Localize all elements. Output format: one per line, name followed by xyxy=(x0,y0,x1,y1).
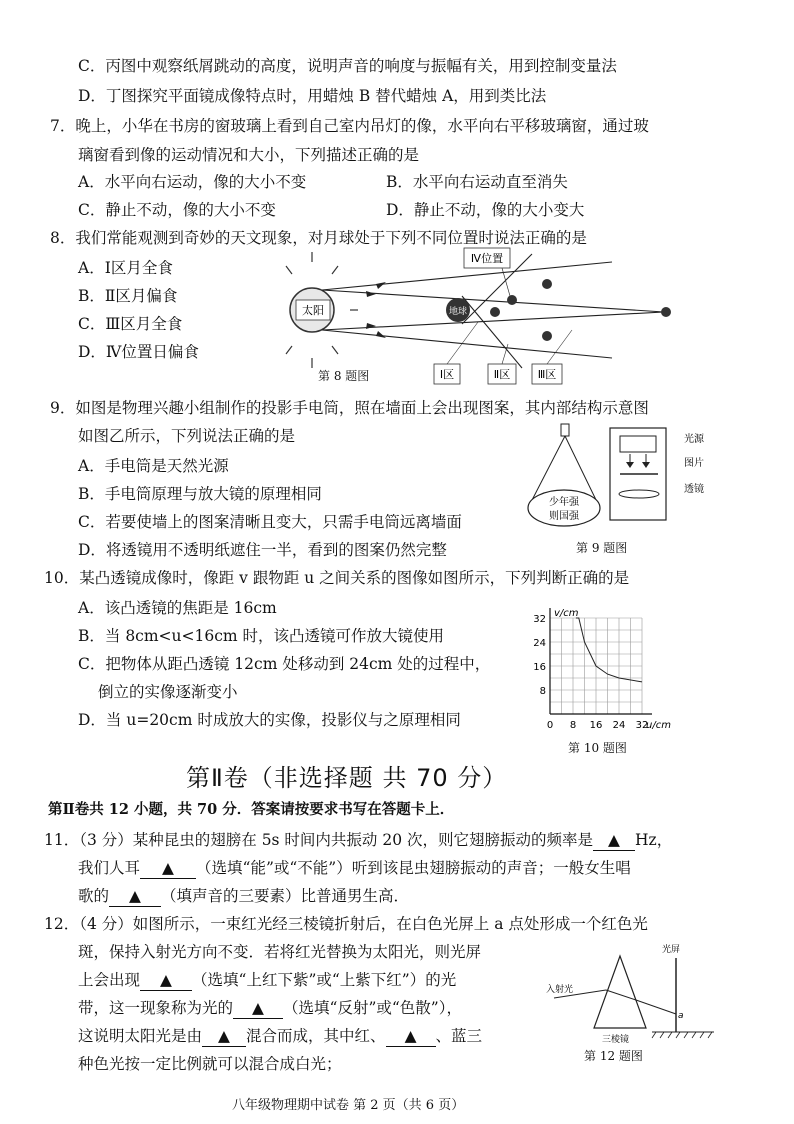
moon-pos-a xyxy=(542,279,552,289)
q11-line1-text-b: Hz， xyxy=(635,831,673,849)
q11-line3-text-a: 歌的 xyxy=(78,887,110,905)
y-tick-label: 24 xyxy=(533,638,546,649)
x-tick-label: 16 xyxy=(589,720,603,731)
q11-line3 xyxy=(78,886,409,907)
screen-label: 光屏 xyxy=(662,945,681,955)
q12-line3-text-b: （选填“上红下紫”或“上紫下红”）的光 xyxy=(192,971,457,989)
q9-option-b: B．手电筒原理与放大镜的原理相同 xyxy=(78,485,322,503)
q8-option-a: A．Ⅰ区月全食 xyxy=(78,259,173,277)
pattern-text-1: 少年强 xyxy=(549,497,579,508)
q12-line5-text-b: 混合而成，其中红、 xyxy=(246,1027,386,1045)
q12-line4-text-a: 带，这一现象称为光的 xyxy=(78,999,234,1017)
q12-line5-text-c: 、蓝三 xyxy=(435,1027,483,1045)
x-tick-label: 8 xyxy=(569,720,577,731)
section2-title: 第Ⅱ卷（非选择题 共 70 分） xyxy=(186,764,508,792)
q12-blank-1[interactable]: ▲ xyxy=(140,970,192,991)
q11-line2 xyxy=(78,858,631,879)
q7-stem-line1: 7．晚上，小华在书房的窗玻璃上看到自己室内吊灯的像，水平向右平移玻璃窗，通过玻 xyxy=(50,117,649,135)
chart-series-line xyxy=(576,618,642,682)
q7-option-b: B．水平向右运动直至消失 xyxy=(386,173,568,191)
q12-line1: 12．（4 分）如图所示，一束红光经三棱镜折射后，在白色光屏上 a 点处形成一个红色光 xyxy=(44,915,648,933)
q9-caption: 第 9 题图 xyxy=(576,541,628,555)
q7-option-d: D．静止不动，像的大小变大 xyxy=(386,201,585,219)
x-tick-label: 32 xyxy=(635,720,649,731)
moon-pos-c xyxy=(542,331,552,341)
x-tick-label: 0 xyxy=(546,720,554,731)
q8-stem: 8．我们常能观测到奇妙的天文现象，对月球处于下列不同位置时说法正确的是 xyxy=(50,229,587,247)
q8-option-b: B．Ⅱ区月偏食 xyxy=(78,287,178,305)
light-source-label: 光源 xyxy=(684,434,704,445)
q12-line5 xyxy=(78,1026,482,1047)
q11-line2-text-b: （选填“能”或“不能”）听到该昆虫翅膀振动的声音；一般女生唱 xyxy=(196,859,631,877)
q12-caption: 第 12 题图 xyxy=(584,1049,643,1063)
q6-option-d: D．丁图探究平面镜成像特点时，用蜡烛 B 替代蜡烛 A，用到类比法 xyxy=(78,87,547,105)
q7-option-c: C．静止不动，像的大小不变 xyxy=(78,201,276,219)
pos4-label: Ⅳ位置 xyxy=(470,252,504,265)
moon-pos-far xyxy=(661,307,671,317)
q10-stem: 10．某凸透镜成像时，像距 v 跟物距 u 之间关系的图像如图所示，下列判断正确的是 xyxy=(44,569,630,587)
pattern-text-2: 则国强 xyxy=(549,511,579,522)
moon-pos-b xyxy=(490,307,500,317)
q9-stem-line2: 如图乙所示，下列说法正确的是 xyxy=(78,427,296,445)
q12-line3 xyxy=(78,970,456,991)
q12-line4-text-b: （选填“反射”或“色散”）， xyxy=(283,999,462,1017)
chart-x-axis-label: u/cm xyxy=(646,720,671,731)
q10-option-d: D．当 u=20cm 时成放大的实像，投影仪与之原理相同 xyxy=(78,711,461,729)
q9-stem-line1: 9．如图是物理兴趣小组制作的投影手电筒，照在墙面上会出现图案，其内部结构示意图 xyxy=(50,399,649,417)
picture-label: 图片 xyxy=(684,458,704,469)
prism xyxy=(594,956,646,1028)
q10-chart xyxy=(522,592,671,734)
lens-label: 透镜 xyxy=(684,484,704,495)
q12-line6: 种色光按一定比例就可以混合成白光； xyxy=(78,1055,342,1073)
q10-option-c-line1: C．把物体从距凸透镜 12cm 处移动到 24cm 处的过程中， xyxy=(78,655,491,673)
q12-line4 xyxy=(78,998,462,1019)
x-tick-label: 24 xyxy=(612,720,626,731)
incident-label: 入射光 xyxy=(546,985,574,995)
q10-caption: 第 10 题图 xyxy=(568,741,627,755)
q9-option-c: C．若要使墙上的图案清晰且变大，只需手电筒远离墙面 xyxy=(78,513,462,531)
sun-label: 太阳 xyxy=(302,304,324,317)
point-a-label: a xyxy=(678,1011,684,1021)
page-footer: 八年级物理期中试卷 第 2 页（共 6 页） xyxy=(232,1098,465,1113)
q12-line3-text-a: 上会出现 xyxy=(78,971,141,989)
q11-blank-2[interactable]: ▲ xyxy=(140,858,196,879)
q7-stem-line2: 璃窗看到像的运动情况和大小，下列描述正确的是 xyxy=(78,146,420,164)
q9-option-d: D．将透镜用不透明纸遮住一半，看到的图案仍然完整 xyxy=(78,541,447,559)
zone1-label: Ⅰ区 xyxy=(439,368,455,381)
q11-blank-1[interactable]: ▲ xyxy=(593,830,635,851)
q12-blank-3[interactable]: ▲ xyxy=(202,1026,246,1047)
q12-line5-text-a: 这说明太阳光是由 xyxy=(78,1027,203,1045)
q9-flashlight-figure xyxy=(524,420,714,536)
q8-option-d: D．Ⅳ位置日偏食 xyxy=(78,343,199,361)
earth-label: 地球 xyxy=(448,307,468,317)
chart-y-axis-label: v/cm xyxy=(554,608,579,619)
y-tick-label: 32 xyxy=(533,614,546,625)
section2-intro: 第Ⅱ卷共 12 小题，共 70 分．答案请按要求书写在答题卡上． xyxy=(48,801,455,818)
y-tick-label: 16 xyxy=(533,662,546,673)
q12-prism-figure xyxy=(540,938,720,1050)
chart-axes xyxy=(550,608,652,714)
y-tick-label: 8 xyxy=(539,686,546,697)
zone2-label: Ⅱ区 xyxy=(493,368,511,381)
q11-line3-text-b: （填声音的三要素）比普通男生高． xyxy=(161,887,410,905)
q11-blank-3[interactable]: ▲ xyxy=(109,886,161,907)
q11-line1 xyxy=(44,830,672,851)
q12-line2: 斑，保持入射光方向不变．若将红光替换为太阳光，则光屏 xyxy=(78,943,482,961)
q11-line2-text-a: 我们人耳 xyxy=(78,859,141,877)
prism-label: 三棱镜 xyxy=(602,1035,630,1045)
q7-option-a: A．水平向右运动，像的大小不变 xyxy=(78,173,307,191)
zone3-label: Ⅲ区 xyxy=(537,368,557,381)
q11-line1-text-a: 11．（3 分）某种昆虫的翅膀在 5s 时间内共振动 20 次，则它翅膀振动的频率是 xyxy=(44,831,594,849)
q10-option-a: A．该凸透镜的焦距是 16cm xyxy=(78,599,277,617)
q8-caption: 第 8 题图 xyxy=(318,369,370,383)
moon-pos4 xyxy=(507,295,517,305)
q10-option-b: B．当 8cm<u<16cm 时，该凸透镜可作放大镜使用 xyxy=(78,627,445,645)
q12-blank-4[interactable]: ▲ xyxy=(386,1026,436,1047)
q12-blank-2[interactable]: ▲ xyxy=(233,998,283,1019)
q8-option-c: C．Ⅲ区月全食 xyxy=(78,315,183,333)
q6-option-c: C．丙图中观察纸屑跳动的高度，说明声音的响度与振幅有关，用到控制变量法 xyxy=(78,57,617,75)
q9-option-a: A．手电筒是天然光源 xyxy=(78,457,229,475)
q10-option-c-line2: 倒立的实像逐渐变小 xyxy=(98,683,238,701)
